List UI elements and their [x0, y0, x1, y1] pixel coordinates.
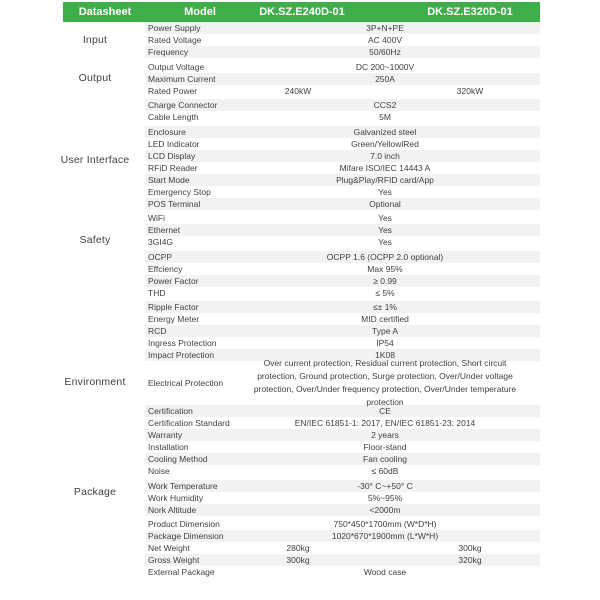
- row-group: [145, 480, 540, 516]
- value-merged: Yes: [378, 225, 392, 235]
- value-cell: [250, 186, 540, 198]
- value-merged: Type A: [372, 326, 398, 336]
- row-group: [145, 251, 540, 299]
- param-label: Rated Power: [148, 85, 198, 96]
- table-row: [145, 405, 540, 417]
- table-row: [145, 85, 540, 97]
- param-label: Certification: [148, 406, 193, 416]
- value-merged: Plug&Play/RFID card/App: [336, 174, 434, 185]
- table-row: [145, 441, 540, 453]
- param-label: RFiD Reader: [148, 162, 198, 173]
- param-label: Energy Meter: [148, 314, 200, 324]
- category-user-interface: User Interface: [60, 154, 130, 166]
- table-row: [145, 22, 540, 34]
- table-row: [145, 150, 540, 162]
- param-label: Output Voltage: [148, 61, 205, 72]
- value-merged: AC 400V: [367, 35, 403, 45]
- table-row: [145, 417, 540, 429]
- table-row: [145, 138, 540, 150]
- param-label: WiFi: [148, 213, 165, 223]
- param-label: Start Mode: [148, 174, 190, 185]
- value-cell: [250, 313, 540, 325]
- table-row: [145, 504, 540, 516]
- value-cell: [250, 480, 540, 492]
- table-row: [145, 162, 540, 174]
- table-row: [145, 126, 540, 138]
- param-label: THD: [148, 287, 166, 298]
- param-label: Work Temperature: [148, 480, 218, 491]
- table-row: [145, 251, 540, 263]
- param-label: Cooling Method: [148, 454, 208, 464]
- value-cell: [250, 162, 540, 174]
- value-cell: [250, 417, 540, 429]
- param-label: Warranty: [148, 430, 183, 440]
- value-merged: Yes: [378, 213, 392, 223]
- table-row: [145, 325, 540, 337]
- param-label: Rated Voltage: [148, 35, 202, 45]
- value-merged: Wood case: [363, 567, 407, 577]
- table-row: [145, 287, 540, 299]
- row-group: [145, 99, 540, 123]
- table-row: [145, 275, 540, 287]
- value-cell: [250, 453, 540, 465]
- table-row: [145, 566, 540, 578]
- param-label: Frequency: [148, 47, 189, 57]
- header-datasheet: Datasheet: [78, 6, 132, 18]
- value-cell: [250, 251, 540, 263]
- value-merged: ≤ 5%: [375, 287, 395, 298]
- row-group: [145, 358, 540, 407]
- category-output: Output: [78, 72, 112, 84]
- param-label: POS Terminal: [148, 198, 201, 209]
- category-environment: Environment: [64, 376, 126, 388]
- value-cell: [250, 465, 540, 477]
- table-row: [145, 453, 540, 465]
- param-label: Impact Protection: [148, 350, 215, 360]
- param-label: Nork Altitude: [148, 504, 197, 515]
- value-cell: [250, 111, 540, 123]
- value-merged: Fan cooling: [363, 454, 407, 464]
- table-row: [145, 465, 540, 477]
- value-cell: [250, 441, 540, 453]
- category-safety: Safety: [79, 234, 111, 246]
- value-merged: CCS2: [373, 100, 397, 110]
- param-label: Net Weight: [148, 543, 190, 553]
- table-body: [145, 22, 540, 578]
- param-label: Electrical Protection: [148, 377, 224, 388]
- param-label: Charge Connector: [148, 100, 218, 110]
- param-label: Cable Length: [148, 112, 199, 122]
- param-label: Product Dimension: [148, 519, 220, 529]
- param-label: Noise: [148, 466, 170, 476]
- value-merged: EN/IEC 61851-1: 2017, EN/IEC 61851-23: 2014: [294, 418, 476, 428]
- value-cell: [250, 358, 540, 407]
- value-merged: Max 95%: [367, 263, 403, 274]
- table-row: [145, 99, 540, 111]
- value-merged: CE: [379, 406, 391, 416]
- value-cell: [250, 429, 540, 441]
- param-label: Effciency: [148, 263, 183, 274]
- table-row: [145, 530, 540, 542]
- header-model: Model: [184, 6, 216, 18]
- value-merged: 7.0 inch: [370, 150, 400, 161]
- param-label: OCPP: [148, 251, 173, 262]
- value-merged: Over current protection, Residual current protection, Short circuit protection, Ground protection, Surge protection, Over/Under voltage protection, Over/Under frequency protection, Over/Under temperature protection: [253, 358, 517, 407]
- value-merged: 1K08: [375, 350, 395, 360]
- table-row: [145, 34, 540, 46]
- value-cell: [250, 73, 540, 85]
- value-model-2: 320kg: [458, 555, 482, 565]
- category-package: Package: [73, 486, 117, 498]
- value-merged: 50/60Hz: [369, 47, 401, 57]
- table-row: [145, 480, 540, 492]
- table-row: [145, 174, 540, 186]
- param-label: Ethernet: [148, 225, 181, 235]
- value-cell: [250, 85, 540, 97]
- value-cell: [250, 337, 540, 349]
- value-cell: [250, 530, 540, 542]
- table-row: [145, 301, 540, 313]
- value-cell: [250, 263, 540, 275]
- row-group: [145, 301, 540, 361]
- param-label: Power Supply: [148, 23, 201, 33]
- value-cell: [250, 492, 540, 504]
- value-merged: <2000m: [369, 504, 401, 515]
- param-label: Ingress Protection: [148, 338, 217, 348]
- value-cell: [250, 126, 540, 138]
- value-cell: [250, 22, 540, 34]
- row-group: [145, 126, 540, 210]
- value-cell: [250, 46, 540, 58]
- value-merged: DC 200~1000V: [355, 61, 415, 72]
- table-row: [145, 224, 540, 236]
- value-cell: [250, 236, 540, 248]
- table-row: [145, 111, 540, 123]
- row-group: [145, 212, 540, 248]
- value-merged: Yes: [378, 186, 392, 197]
- table-row: [145, 542, 540, 554]
- param-label: External Package: [148, 567, 215, 577]
- value-merged: Mifare ISO/IEC 14443 A: [339, 162, 431, 173]
- param-label: Work Humidity: [148, 492, 204, 503]
- table-row: [145, 46, 540, 58]
- value-cell: [250, 325, 540, 337]
- table-row: [145, 61, 540, 73]
- value-model-1: 300kg: [286, 555, 310, 565]
- table-row: [145, 337, 540, 349]
- table-row: [145, 313, 540, 325]
- param-label: Power Factor: [148, 275, 199, 286]
- value-merged: MID certified: [361, 314, 409, 324]
- param-label: Installation: [148, 442, 189, 452]
- value-merged: Green/YellowlRed: [351, 138, 419, 149]
- param-label: Package Dimension: [148, 531, 224, 541]
- param-label: Certification Standard: [148, 418, 230, 428]
- value-model-1: 280kg: [286, 543, 310, 553]
- value-merged: 2 years: [371, 430, 399, 440]
- table-row: [145, 263, 540, 275]
- param-label: 3GI4G: [148, 237, 174, 247]
- value-cell: [250, 138, 540, 150]
- table-row: [145, 492, 540, 504]
- param-label: Maximum Current: [148, 73, 216, 84]
- value-cell: [250, 99, 540, 111]
- value-merged: Galvanized steel: [353, 126, 417, 137]
- value-merged: ≥ 0.99: [373, 275, 397, 286]
- value-cell: [250, 198, 540, 210]
- value-cell: [250, 150, 540, 162]
- table-row: [145, 212, 540, 224]
- param-label: LED Indicator: [148, 138, 200, 149]
- table-row: [145, 358, 540, 407]
- category-input: Input: [82, 34, 108, 46]
- value-merged: Floor-stand: [363, 442, 407, 452]
- value-cell: [250, 174, 540, 186]
- row-group: [145, 22, 540, 58]
- table-row: [145, 429, 540, 441]
- value-cell: [250, 61, 540, 73]
- table-row: [145, 236, 540, 248]
- value-merged: 250A: [375, 73, 395, 84]
- value-model-1: 240kW: [284, 85, 312, 96]
- value-merged: OCPP 1.6 (OCPP 2.0 optional): [326, 251, 444, 262]
- value-merged: Optional: [369, 198, 401, 209]
- table-row: [145, 73, 540, 85]
- table-row: [145, 198, 540, 210]
- value-merged: -30° C~+50° C: [357, 480, 413, 491]
- table-row: [145, 518, 540, 530]
- value-merged: 750*450*1700mm (W*D*H): [333, 519, 437, 529]
- category-column: [0, 0, 145, 600]
- param-label: Emergency Stop: [148, 186, 211, 197]
- value-merged: 1020*670*1900mm (L*W*H): [331, 531, 439, 541]
- param-label: Enclosure: [148, 126, 186, 137]
- value-cell: [250, 518, 540, 530]
- header-model-2: DK.SZ.E320D-01: [427, 6, 513, 18]
- value-cell: [250, 224, 540, 236]
- value-cell: [250, 275, 540, 287]
- value-merged: Yes: [378, 237, 392, 247]
- value-merged: 5M: [379, 112, 391, 122]
- row-group: [145, 61, 540, 97]
- param-label: RCD: [148, 326, 167, 336]
- param-label: Gross Weight: [148, 555, 200, 565]
- row-group: [145, 518, 540, 578]
- value-merged: IP54: [376, 338, 394, 348]
- param-label: Ripple Factor: [148, 302, 199, 312]
- header-model-1: DK.SZ.E240D-01: [259, 6, 345, 18]
- value-cell: [250, 554, 540, 566]
- table-row: [145, 186, 540, 198]
- value-merged: ≤± 1%: [373, 302, 397, 312]
- row-group: [145, 405, 540, 477]
- value-cell: [250, 301, 540, 313]
- value-cell: [250, 287, 540, 299]
- value-merged: ≤ 60dB: [371, 466, 399, 476]
- value-cell: [250, 504, 540, 516]
- value-merged: 3P+N+PE: [366, 23, 404, 33]
- value-cell: [250, 405, 540, 417]
- value-model-2: 320kW: [456, 85, 484, 96]
- value-cell: [250, 566, 540, 578]
- value-cell: [250, 542, 540, 554]
- param-label: LCD Display: [148, 150, 196, 161]
- value-cell: [250, 34, 540, 46]
- value-merged: 5%~95%: [367, 492, 403, 503]
- value-model-2: 300kg: [458, 543, 482, 553]
- value-cell: [250, 212, 540, 224]
- table-row: [145, 554, 540, 566]
